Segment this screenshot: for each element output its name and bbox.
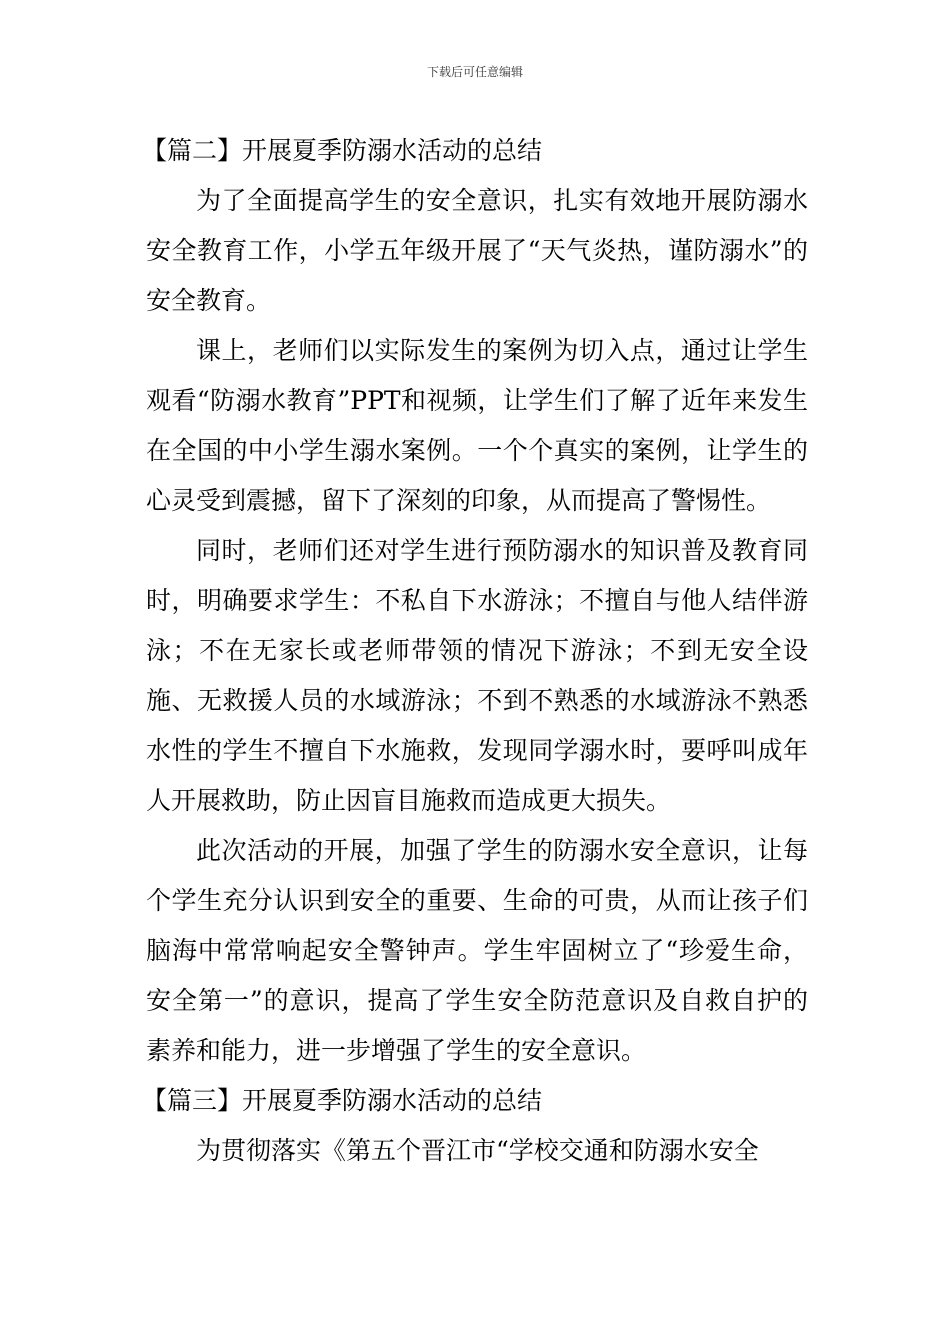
document-body xyxy=(142,126,808,1176)
section-title-2: 【篇二】开展夏季防溺水活动的总结 xyxy=(142,136,543,165)
paragraph: 为贯彻落实《第五个晋江市“学校交通和防溺水安全 xyxy=(196,1136,759,1165)
paragraph: 同时，老师们还对学生进行预防溺水的知识普及教育同时，明确要求学生：不私自下水游泳；不擅自与他人结伴游泳；不在无家长或老师带领的情况下游泳；不到无安全设施、无救援人员的水域游泳；不到不熟悉的水域游泳不熟悉水性的学生不擅自下水施救，发现同学溺水时，要呼叫成年人开展救助，防止因盲目施救而造成更大损失。 xyxy=(146,536,808,815)
page-header-note: 下载后可任意编辑 xyxy=(426,65,523,79)
section-title-3: 【篇三】开展夏季防溺水活动的总结 xyxy=(142,1086,543,1115)
paragraph: 课上，老师们以实际发生的案例为切入点，通过让学生观看“防溺水教育”PPT和视频，让学生们了解了近年来发生在全国的中小学生溺水案例。一个个真实的案例，让学生的心灵受到震撼，留下了深刻的印象，从而提高了警惕性。 xyxy=(146,336,808,515)
paragraph: 为了全面提高学生的安全意识，扎实有效地开展防溺水安全教育工作，小学五年级开展了“天气炎热，谨防溺水”的安全教育。 xyxy=(146,186,808,315)
paragraph: 此次活动的开展，加强了学生的防溺水安全意识，让每个学生充分认识到安全的重要、生命的可贵，从而让孩子们脑海中常常响起安全警钟声。学生牢固树立了“珍爱生命，安全第一”的意识，提高了学生安全防范意识及自救自护的素养和能力，进一步增强了学生的安全意识。 xyxy=(146,836,808,1065)
